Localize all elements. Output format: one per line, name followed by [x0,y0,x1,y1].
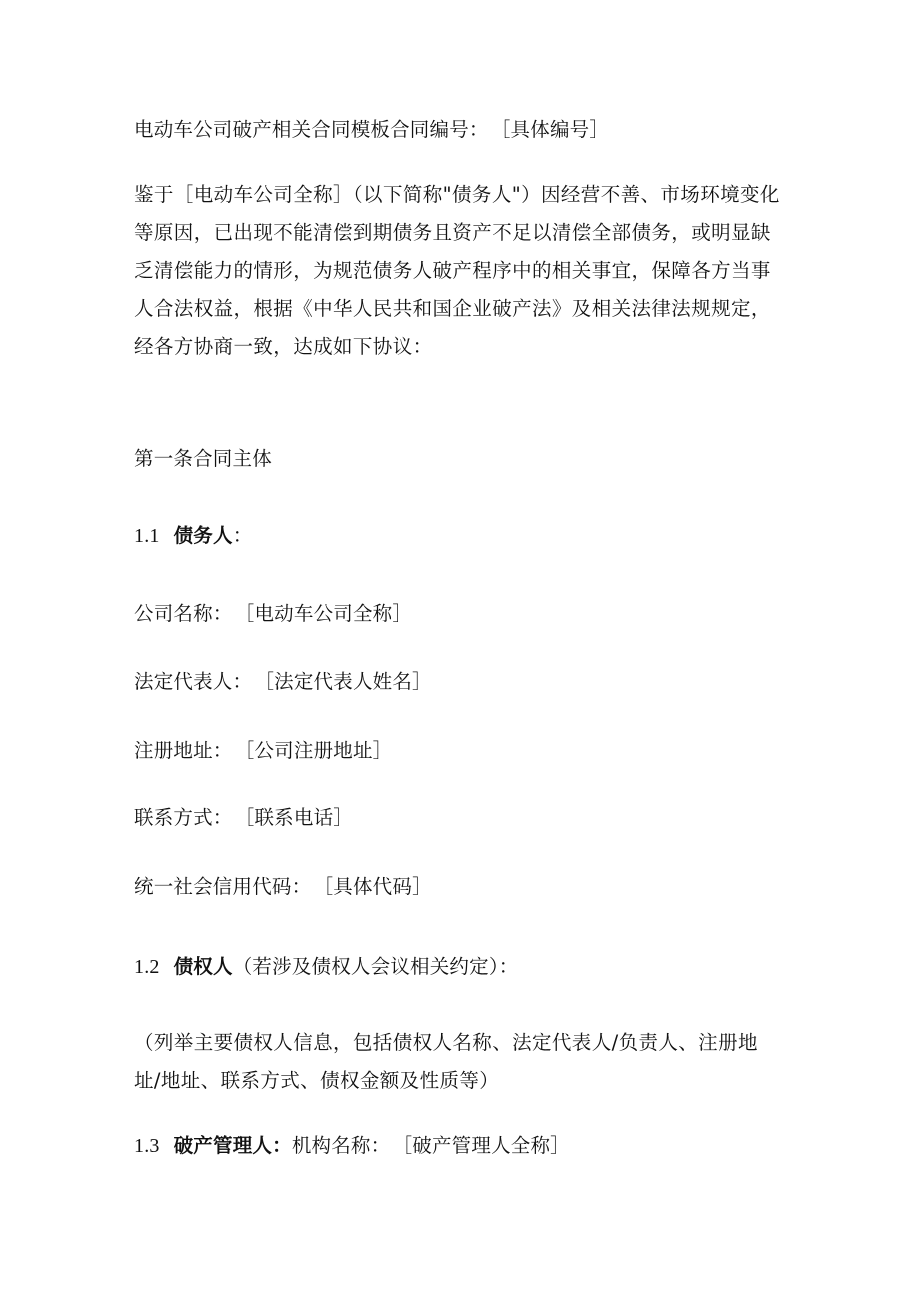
preamble-paragraph: 鉴于［电动车公司全称］（以下简称"债务人"）因经营不善、市场环境变化等原因，已出现不能清偿到期债务且资产不足以清偿全部债务，或明显缺乏清偿能力的情形，为规范债务人破产程序中的相关事宜，保障各方当事人合法权益，根据《中华人民共和国企业破产法》及相关法律法规规定，经各方协商一致，达成如下协议： [134,183,780,358]
section-1-2 [134,954,518,980]
field-value: ［公司注册地址］ [244,739,393,762]
field-value: ［联系电话］ [244,806,353,829]
field-label: 公司名称： [134,602,233,625]
field-label: 注册地址： [134,739,233,762]
field-label: 法定代表人： [134,670,253,693]
debtor-credit-code [134,874,432,900]
article-1-heading: 第一条合同主体 [134,447,272,470]
section-label: 破产管理人： [173,1134,292,1157]
field-value: ［破产管理人全称］ [402,1134,570,1157]
field-label: 联系方式： [134,806,233,829]
title-text: 电动车公司破产相关合同模板合同编号： [134,118,489,141]
contract-title [134,117,609,143]
section-number: 1.3 [134,1135,160,1157]
section-label: 债权人 [173,955,233,978]
field-value: ［法定代表人姓名］ [264,670,432,693]
debtor-legal-representative [134,669,432,695]
creditor-details-paragraph: （列举主要债权人信息，包括债权人名称、法定代表人/负责人、注册地址/地址、联系方式、债权金额及性质等） [134,1031,758,1092]
field-value: ［电动车公司全称］ [244,602,413,625]
debtor-registered-address [134,738,392,764]
debtor-contact [134,805,353,831]
section-label: 债务人 [173,524,233,547]
field-label: 机构名称： [291,1134,391,1157]
section-1-3 [134,1133,570,1159]
section-note: （若涉及债权人会议相关约定）： [232,955,519,978]
section-1-1 [134,523,252,549]
debtor-company-name [134,601,412,627]
section-number: 1.2 [134,956,160,978]
contract-number-placeholder: ［具体编号］ [500,118,610,141]
section-colon: ： [232,524,253,547]
section-number: 1.1 [134,525,160,547]
field-value: ［具体代码］ [323,875,432,898]
field-label: 统一社会信用代码： [134,875,312,898]
